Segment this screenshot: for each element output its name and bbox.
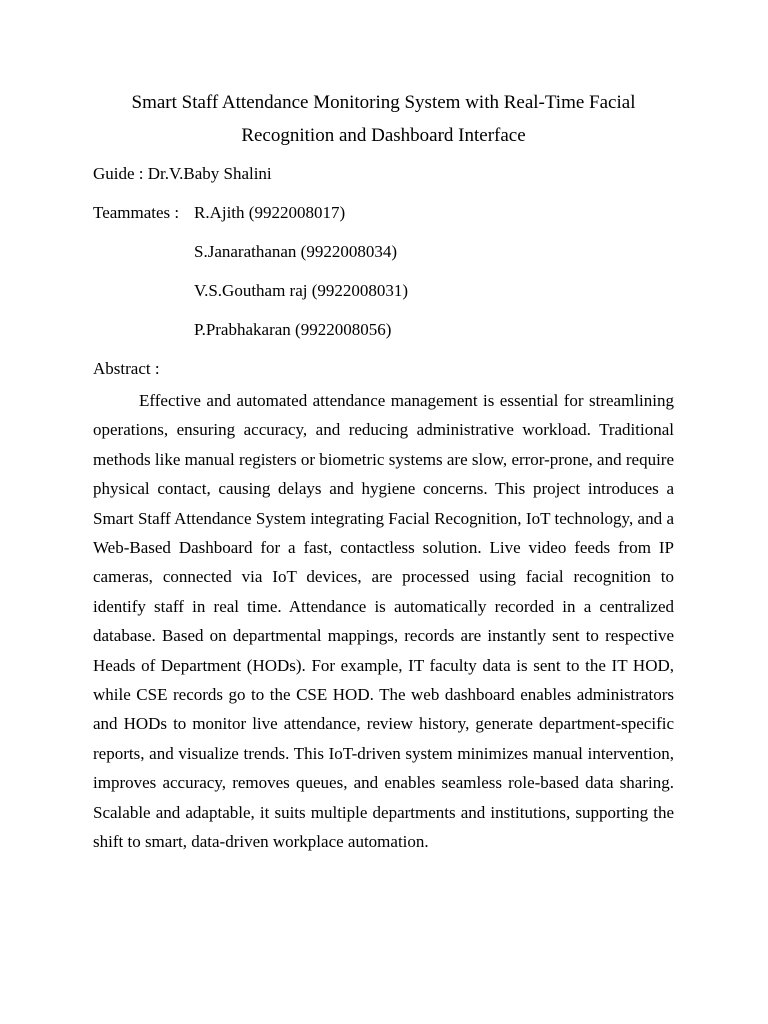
teammate-item: R.Ajith (9922008017) [194, 203, 346, 222]
abstract-paragraph: Effective and automated attendance management is essential for streamlining operations, ensuring accuracy, and reducing administrative workload. Traditional methods like manual registers or biometric systems are slow, error-prone, and require physical contact, causing delays and hygiene concerns. This project introduces a Smart Staff Attendance System integrating Facial Recognition, IoT technology, and a Web-Based Dashboard for a fast, contactless solution. Live video feeds from IP cameras, connected via IoT devices, are processed using facial recognition to identify staff in real time. Attendance is automatically recorded in a centralized database. Based on departmental mappings, records are instantly sent to respective Heads of Department (HODs). For example, IT faculty data is sent to the IT HOD, while CSE records go to the CSE HOD. The web dashboard enables administrators and HODs to monitor live attendance, review history, generate department-specific reports, and visualize trends. This IoT-driven system minimizes manual intervention, improves accuracy, removes queues, and enables seamless role-based data sharing. Scalable and adaptable, it suits multiple departments and institutions, supporting the shift to smart, data-driven workplace automation. [93, 391, 674, 852]
guide-line: Guide : Dr.V.Baby Shalini [93, 164, 272, 183]
teammate-item: P.Prabhakaran (9922008056) [194, 320, 392, 339]
teammates-label: Teammates : [93, 203, 180, 222]
teammate-item: S.Janarathanan (9922008034) [194, 242, 398, 261]
teammate-item: V.S.Goutham raj (9922008031) [194, 281, 409, 300]
abstract-heading: Abstract : [93, 359, 160, 378]
document-title: Smart Staff Attendance Monitoring System with Real-Time Facial Recognition and Dashboard Interface [131, 92, 636, 146]
